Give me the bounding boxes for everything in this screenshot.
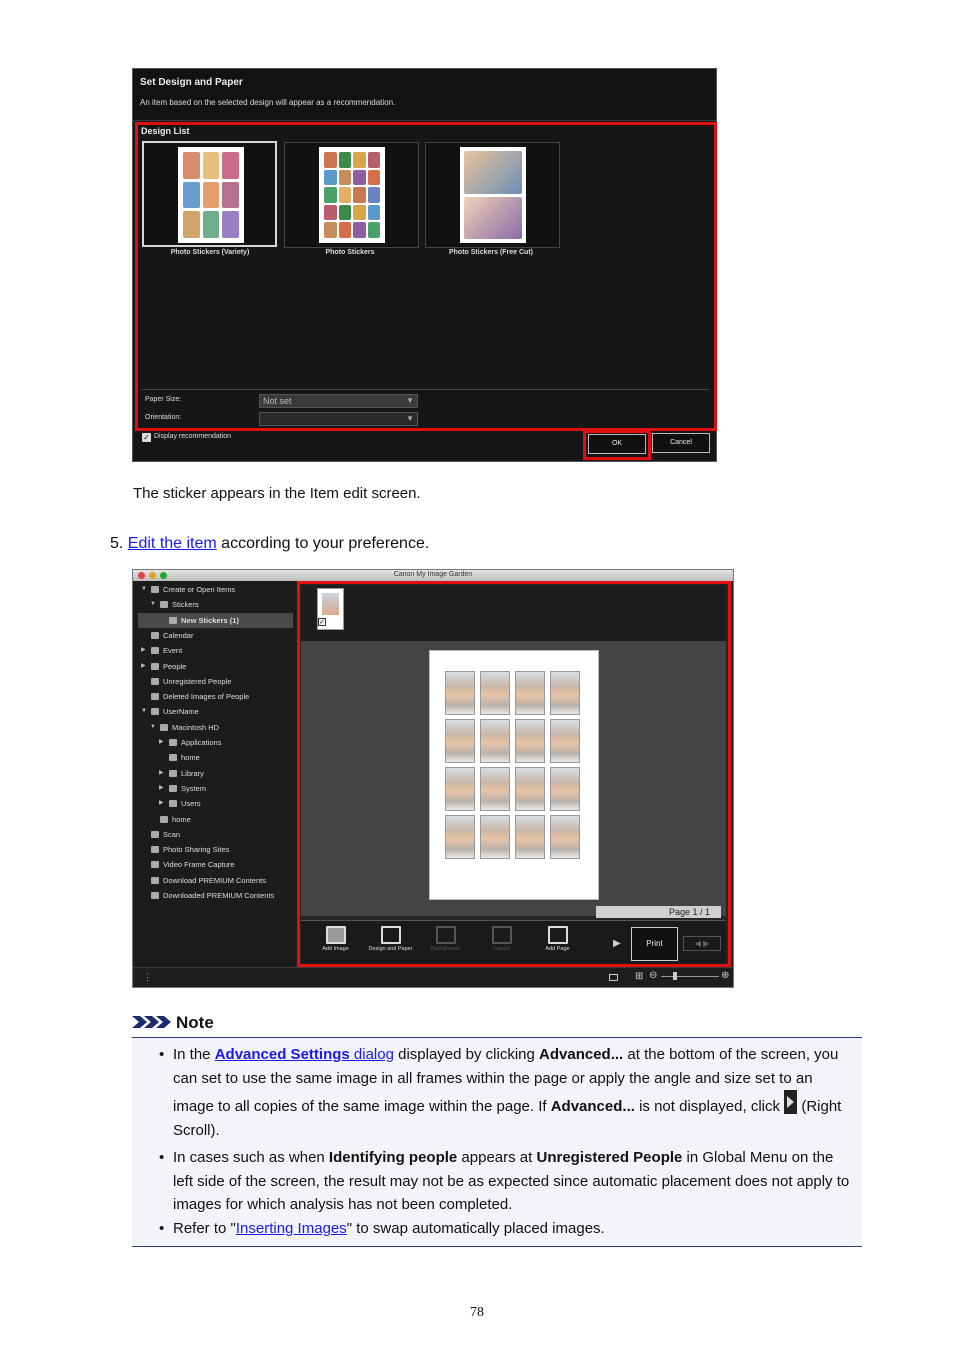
nav-item[interactable] [133,720,297,735]
right-scroll-icon[interactable]: ▶ [613,938,621,949]
nav-item[interactable] [133,842,297,857]
step-5 [110,535,429,553]
page-nav-buttons[interactable]: ◀ ▶ [683,936,721,951]
chevron-down-icon: ▼ [406,396,414,405]
window-title: Canon My Image Garden [393,571,473,578]
right-scroll-icon [784,1090,797,1114]
bullet-icon: • [159,1149,165,1166]
step-text: according to your preference. [216,535,430,552]
nav-label: home [172,814,191,824]
disclosure-closed-icon[interactable]: ▶ [141,647,146,654]
disclosure-open-icon[interactable]: ▼ [150,723,156,730]
note-text: displayed by clicking [393,1046,540,1063]
nav-icon [169,617,177,624]
design-preview [460,147,526,243]
nav-icon [169,739,177,746]
nav-icon [151,678,159,685]
zoom-out-icon[interactable]: ⊖ [649,970,658,981]
nav-item[interactable] [133,888,297,903]
zoom-slider[interactable] [661,976,719,977]
nav-item[interactable] [133,674,297,689]
design-card-free-cut[interactable] [425,142,560,248]
page-number: 78 [470,1305,484,1320]
disclosure-open-icon[interactable]: ▼ [141,586,147,592]
design-preview [178,147,244,243]
view-icon[interactable] [609,974,618,981]
nav-icon [151,693,159,700]
design-caption: Photo Stickers [325,249,375,256]
nav-item[interactable] [138,613,293,628]
advanced-settings-link[interactable]: Advanced Settings [214,1046,350,1063]
note-title: Note [176,1013,214,1032]
nav-icon [169,754,177,761]
design-caption: Photo Stickers (Variety) [170,249,250,256]
nav-item[interactable] [133,659,297,674]
add-image-label: Add Image [322,946,349,952]
nav-label: Calendar [163,630,194,640]
nav-icon [169,800,177,807]
zoom-in-icon[interactable]: ⊕ [721,970,730,981]
nav-label: Download PREMIUM Contents [163,875,266,885]
my-image-garden-window [132,569,734,988]
nav-item[interactable] [133,735,297,750]
nav-label: Downloaded PREMIUM Contents [163,891,275,900]
print-button[interactable]: Print [631,927,678,961]
nav-label: Photo Sharing Sites [163,845,230,855]
nav-label: home [181,753,200,763]
nav-label: Stickers [172,600,199,610]
nav-icon [151,831,159,838]
disclosure-closed-icon[interactable]: ▶ [141,662,146,669]
nav-icon [169,770,177,777]
nav-label: Unregistered People [163,676,232,686]
page-indicator: Page 1 / 1 [669,907,711,917]
design-caption: Photo Stickers (Free Cut) [448,249,533,256]
nav-item[interactable] [133,796,297,811]
nav-label: Scan [163,829,181,839]
design-and-paper-label: Design and Paper [368,946,413,952]
note-text: (Right Scroll). [173,1098,842,1139]
nav-icon [151,586,159,593]
bullet-icon: • [159,1220,165,1237]
nav-label: System [181,783,207,793]
nav-label: Create or Open Items [163,585,236,594]
note-text: " to swap automatically placed images. [346,1220,605,1237]
nav-label: Users [181,799,201,809]
note-text: at the bottom of the screen, you can set to use the same image in all frames within the page or apply the angle and size set to an image to all copies of the same image within the page. If [173,1046,839,1115]
layout-label: Layout [493,946,510,952]
sidebar-resize-handle[interactable]: ⋮ [143,972,152,982]
nav-item[interactable] [133,643,297,658]
nav-label: New Stickers (1) [181,615,239,625]
nav-item[interactable] [133,750,297,765]
dialog-title: Set Design and Paper [140,77,243,88]
note-text: Refer to " [173,1220,236,1237]
disclosure-closed-icon[interactable]: ▶ [159,784,164,791]
background-label: Background [430,946,461,952]
nav-label: Event [163,646,183,656]
nav-label: People [163,661,187,671]
disclosure-closed-icon[interactable]: ▶ [159,800,164,807]
design-preview [319,147,385,243]
nav-label: Video Frame Capture [163,860,235,870]
caption-text: The sticker appears in the Item edit screen. [133,485,421,502]
paper-size-value: Not set [263,396,292,406]
step-number: 5. [110,535,124,552]
disclosure-closed-icon[interactable]: ▶ [159,769,164,776]
nav-item[interactable] [133,628,297,643]
nav-icon [151,632,159,639]
orientation-select[interactable] [259,412,418,426]
nav-icon [160,601,168,608]
nav-label: Applications [181,738,222,747]
disclosure-open-icon[interactable]: ▼ [141,708,147,715]
nav-item[interactable] [133,827,297,842]
note-text: in Global Menu on the left side of the screen, the result may not be as expected since automatic placement does not apply to images for which analysis has not been completed. [173,1149,850,1213]
paper-size-select[interactable] [259,394,418,408]
bullet-icon: • [159,1046,165,1063]
highlight-frame [297,581,731,967]
design-list-label: Design List [141,126,190,136]
nav-item[interactable] [133,873,297,888]
note-arrows-icon [132,1014,174,1030]
nav-label: Macintosh HD [172,722,220,732]
note-item-2 [173,1146,853,1217]
nav-item[interactable] [133,704,297,719]
inserting-images-link[interactable]: Inserting Images [235,1220,347,1237]
note-text: In cases such as when [173,1149,329,1166]
nav-label: Library [181,768,204,778]
nav-label: UserName [163,707,199,717]
nav-icon [151,647,159,654]
thumbnail-checkbox[interactable]: ✓ [319,619,325,626]
nav-icon [169,785,177,792]
divider [141,389,709,390]
edit-item-link[interactable]: Edit the item [127,535,217,552]
nav-item[interactable] [133,766,297,781]
nav-item[interactable] [133,689,297,704]
nav-icon [151,663,159,670]
unregistered-people-bold: Unregistered People [536,1149,683,1166]
chevron-down-icon: ▼ [406,414,414,423]
nav-icon [151,861,159,868]
design-card-photo-stickers[interactable] [284,142,419,248]
nav-item[interactable] [133,812,297,827]
disclosure-open-icon[interactable]: ▼ [150,601,156,608]
note-text: In the [173,1046,215,1063]
nav-icon [160,816,168,823]
paper-size-label: Paper Size: [145,396,182,403]
display-recommendation-label: Display recommendation [154,433,232,440]
orientation-label: Orientation: [145,414,182,421]
note-item-1 [173,1043,853,1142]
nav-item[interactable] [133,857,297,872]
disclosure-closed-icon[interactable]: ▶ [159,739,164,745]
display-recommendation-checkbox[interactable]: ✓ [143,433,150,442]
design-card-variety[interactable] [142,141,277,247]
dialog-subtitle: An item based on the selected design will appear as a recommendation. [140,98,396,107]
advanced-bold: Advanced... [539,1046,624,1063]
nav-item[interactable] [133,781,297,796]
nav-icon [151,846,159,853]
zoom-slider-thumb[interactable] [673,972,677,980]
nav-icon [151,892,159,899]
fit-icon[interactable]: ⊞ [635,971,644,982]
dialog-link[interactable]: dialog [349,1046,394,1063]
add-page-label: Add Page [545,946,570,952]
cancel-button[interactable]: Cancel [652,433,710,453]
nav-icon [151,877,159,884]
set-design-paper-dialog [132,68,717,462]
nav-icon [151,708,159,715]
identifying-people-bold: Identifying people [328,1149,458,1166]
nav-label: Deleted Images of People [163,692,250,702]
status-bar [133,967,733,988]
note-text: appears at [457,1149,537,1166]
nav-item[interactable] [133,582,297,597]
global-menu [133,581,297,977]
nav-icon [160,724,168,731]
note-item-3 [173,1217,853,1241]
advanced-bold: Advanced... [550,1098,635,1115]
nav-item[interactable] [133,597,297,612]
ok-button[interactable]: OK [588,434,646,454]
note-text: is not displayed, click [634,1098,785,1115]
